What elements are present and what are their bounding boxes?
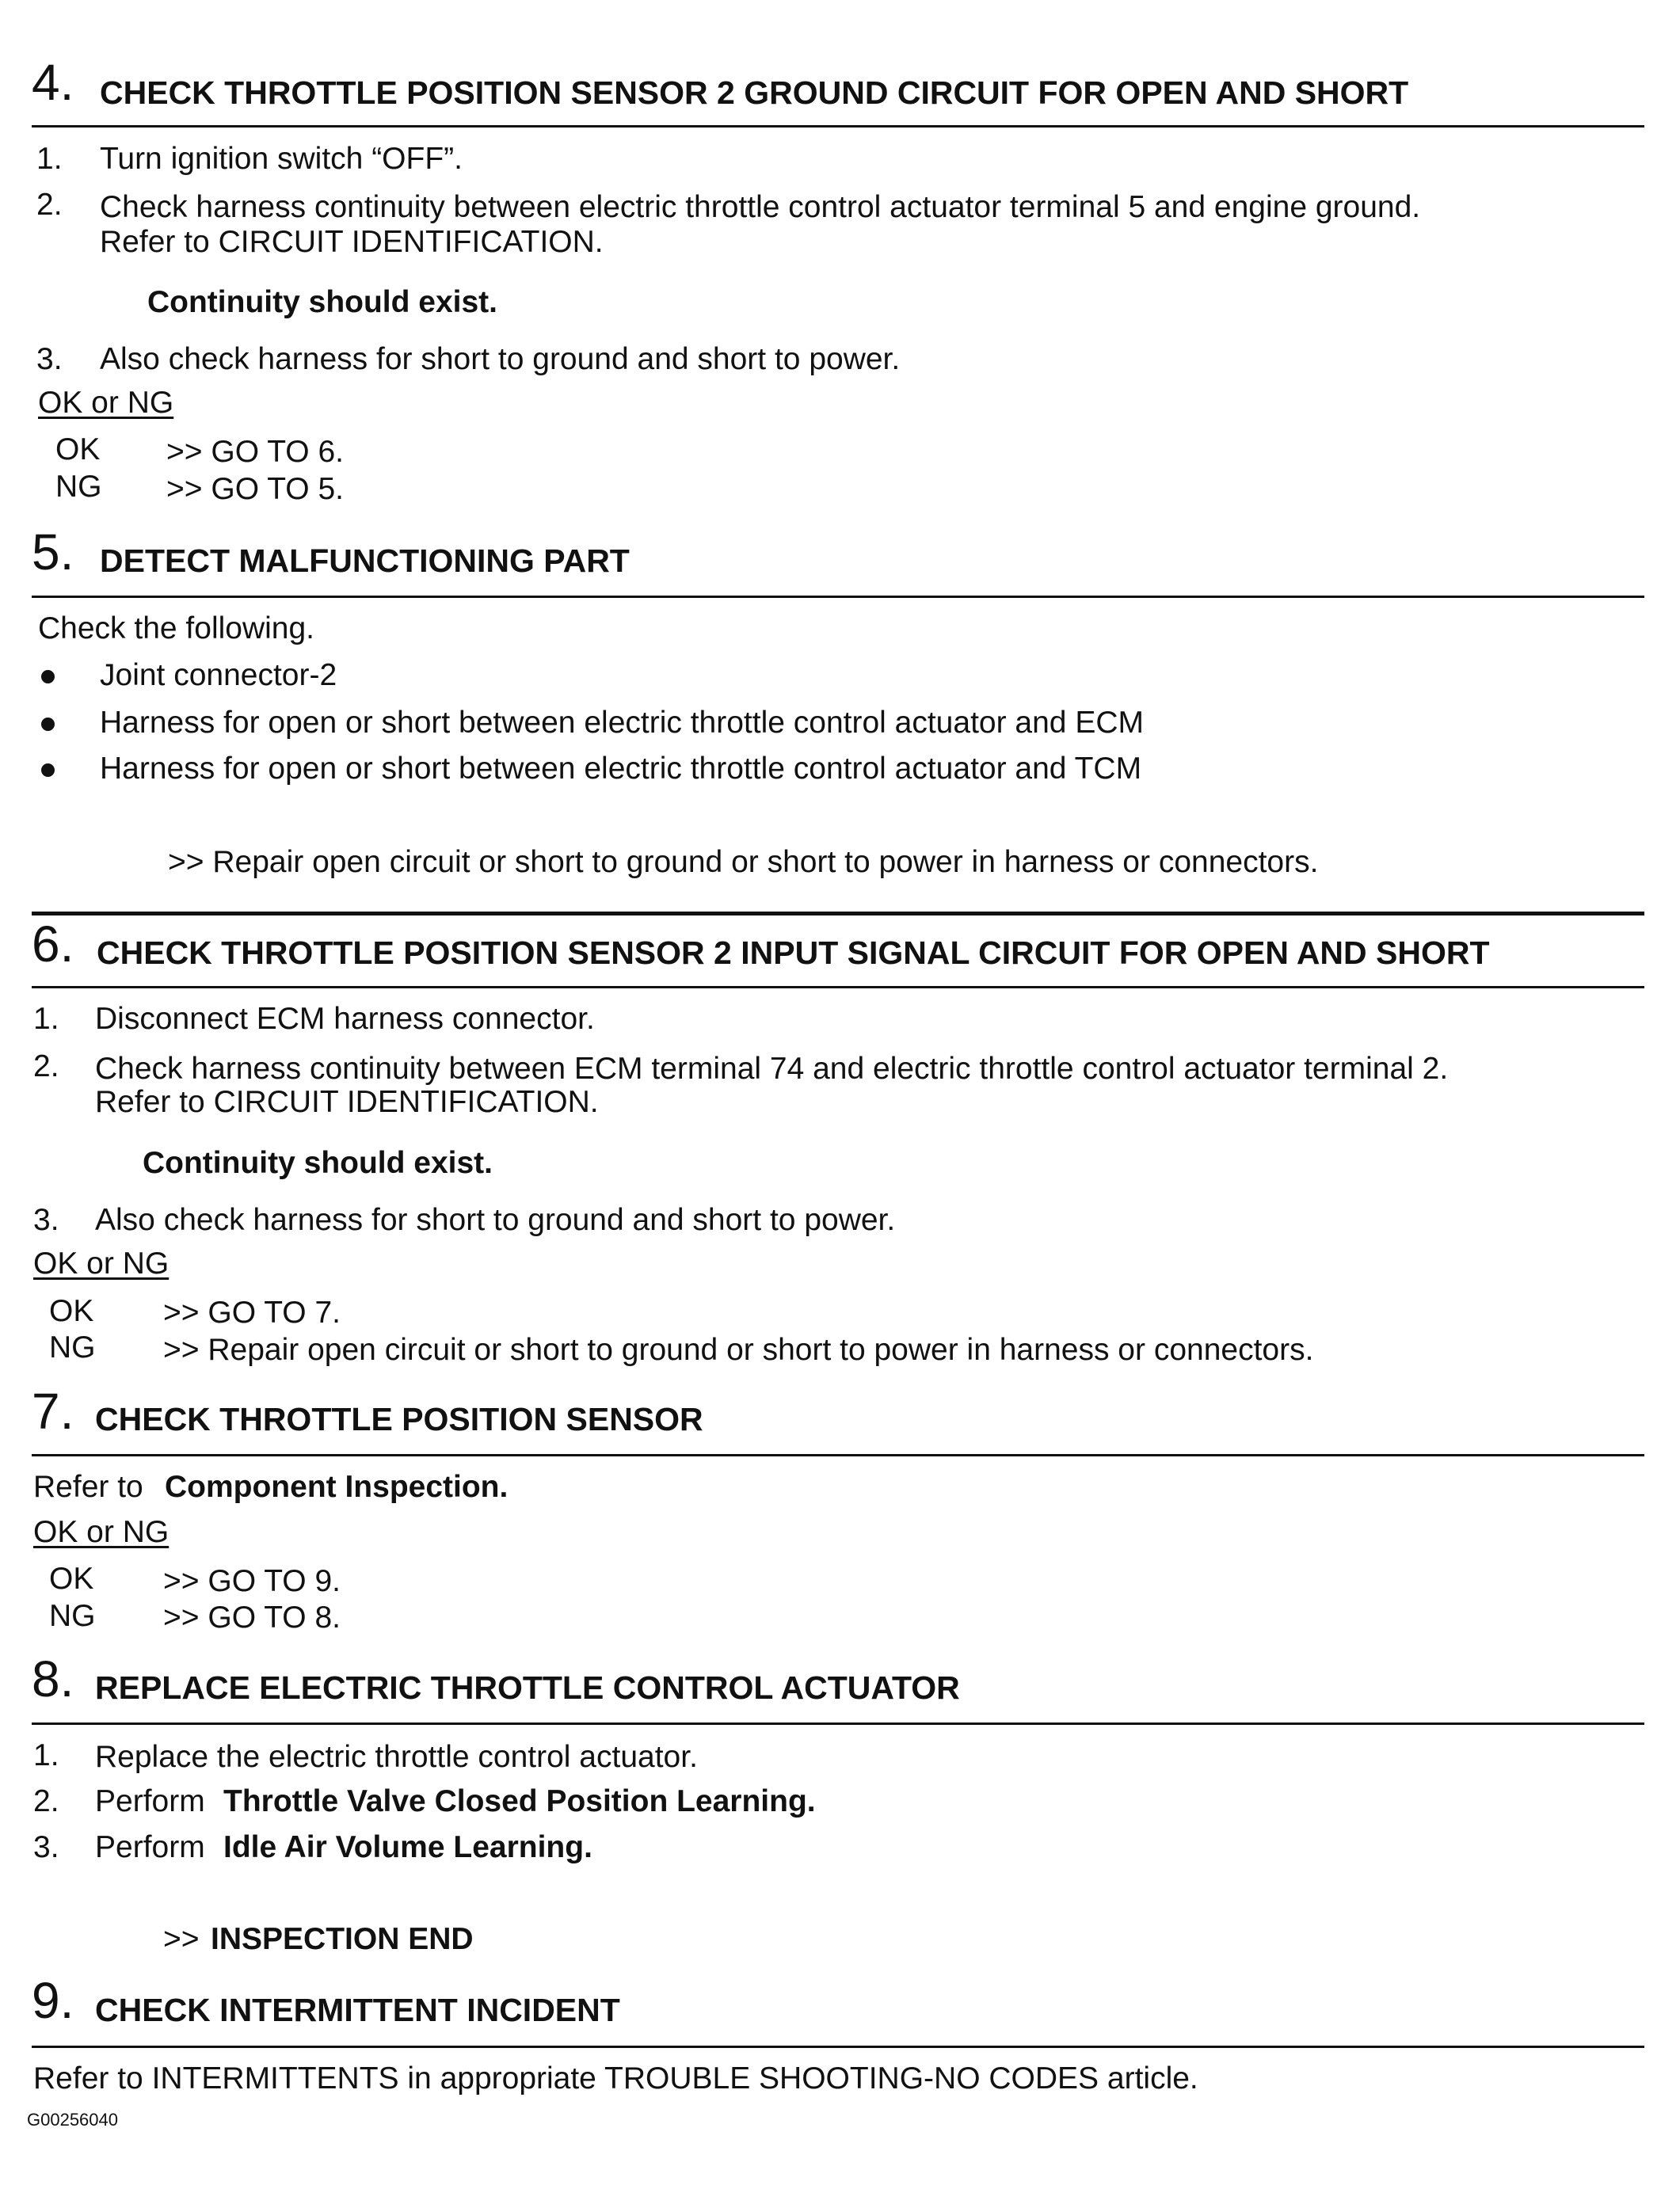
step-4-result-ng-label: NG [55, 470, 102, 504]
step-8-item-3-link: Idle Air Volume Learning. [223, 1830, 592, 1864]
figure-id: G00256040 [27, 2110, 118, 2130]
step-7-refer-prefix: Refer to [33, 1470, 143, 1504]
step-6-result-ok-action: >> GO TO 7. [163, 1296, 341, 1330]
step-6-result-ok-label: OK [49, 1294, 94, 1328]
step-8-end-text: INSPECTION END [211, 1922, 474, 1956]
step-6-item-2-refer: Refer to CIRCUIT IDENTIFICATION. [95, 1085, 599, 1119]
step-6-continuity-note: Continuity should exist. [143, 1146, 493, 1180]
step-9-divider [32, 2046, 1644, 2048]
step-6-divider [32, 986, 1644, 988]
step-4-divider [32, 125, 1644, 128]
step-6-item-3-number: 3. [33, 1203, 59, 1237]
step-5-bullet-3: Harness for open or short between electric throttle control actuator and TCM [100, 752, 1142, 786]
step-6-item-2-text: Check harness continuity between ECM terminal 74 and electric throttle control actuator terminal 2. [95, 1052, 1449, 1086]
step-7-ok-ng-label: OK or NG [33, 1515, 170, 1549]
step-5-title: DETECT MALFUNCTIONING PART [100, 542, 630, 579]
step-5-number: 5. [32, 523, 74, 581]
bullet-icon [41, 670, 55, 683]
step-4-result-ok-label: OK [55, 432, 101, 466]
step-4-number: 4. [32, 54, 74, 111]
step-8-item-2-link: Throttle Valve Closed Position Learning. [223, 1784, 816, 1818]
step-5-bullet-1: Joint connector-2 [100, 658, 337, 692]
step-6-title: CHECK THROTTLE POSITION SENSOR 2 INPUT SIGNAL CIRCUIT FOR OPEN AND SHORT [97, 935, 1490, 971]
step-4-item-3-text: Also check harness for short to ground and short to power. [100, 342, 901, 376]
step-6-item-1-number: 1. [33, 1002, 59, 1036]
step-6-result-ng-action: >> Repair open circuit or short to ground or short to power in harness or connectors. [163, 1333, 1314, 1367]
step-7-refer-link: Component Inspection. [165, 1470, 509, 1504]
step-8-end-arrow: >> [163, 1922, 200, 1956]
step-7-title: CHECK THROTTLE POSITION SENSOR [95, 1401, 703, 1437]
step-8-item-3-prefix: Perform [95, 1830, 205, 1864]
step-7-result-ok-label: OK [49, 1562, 94, 1596]
step-8-item-1-number: 1. [33, 1738, 59, 1772]
step-6-top-divider [32, 912, 1644, 915]
step-8-number: 8. [32, 1650, 74, 1707]
step-8-item-2-prefix: Perform [95, 1784, 205, 1818]
step-5-intro: Check the following. [38, 611, 315, 645]
step-6-ok-ng-label: OK or NG [33, 1247, 170, 1281]
step-5-divider [32, 596, 1644, 598]
step-4-item-1-text: Turn ignition switch “OFF”. [100, 142, 463, 176]
step-7-result-ok-action: >> GO TO 9. [163, 1564, 341, 1598]
step-7-divider [32, 1454, 1644, 1456]
step-4-item-3-number: 3. [36, 342, 63, 376]
step-9-title: CHECK INTERMITTENT INCIDENT [95, 1992, 620, 2028]
step-4-item-2-number: 2. [36, 188, 63, 222]
step-8-divider [32, 1722, 1644, 1725]
step-7-result-ng-action: >> GO TO 8. [163, 1601, 341, 1635]
step-4-ok-ng-label: OK or NG [38, 386, 174, 420]
step-4-result-ng-action: >> GO TO 5. [166, 472, 345, 506]
step-4-item-2-refer: Refer to CIRCUIT IDENTIFICATION. [100, 225, 604, 259]
bullet-icon [41, 718, 55, 731]
step-9-number: 9. [32, 1972, 74, 2029]
step-4-result-ok-action: >> GO TO 6. [166, 435, 345, 469]
step-9-text: Refer to INTERMITTENTS in appropriate TROUBLE SHOOTING-NO CODES article. [33, 2061, 1198, 2096]
step-6-item-2-number: 2. [33, 1049, 59, 1083]
step-5-bullet-2: Harness for open or short between electric throttle control actuator and ECM [100, 706, 1144, 740]
step-4-item-1-number: 1. [36, 142, 63, 176]
step-8-item-1-text: Replace the electric throttle control actuator. [95, 1740, 698, 1774]
step-6-item-3-text: Also check harness for short to ground and short to power. [95, 1203, 896, 1237]
bullet-icon [41, 763, 55, 777]
step-8-item-3-number: 3. [33, 1830, 59, 1864]
step-4-continuity-note: Continuity should exist. [147, 285, 498, 319]
step-4-item-2-text: Check harness continuity between electric throttle control actuator terminal 5 and engine ground. [100, 190, 1421, 224]
step-6-item-1-text: Disconnect ECM harness connector. [95, 1002, 595, 1036]
step-4-title: CHECK THROTTLE POSITION SENSOR 2 GROUND CIRCUIT FOR OPEN AND SHORT [100, 74, 1409, 111]
step-8-title: REPLACE ELECTRIC THROTTLE CONTROL ACTUATOR [95, 1669, 960, 1706]
step-7-number: 7. [32, 1383, 74, 1440]
step-6-result-ng-label: NG [49, 1330, 96, 1365]
step-5-action: >> Repair open circuit or short to ground or short to power in harness or connectors. [168, 845, 1319, 879]
step-7-result-ng-label: NG [49, 1599, 96, 1633]
step-8-item-2-number: 2. [33, 1784, 59, 1818]
step-6-number: 6. [32, 915, 74, 973]
